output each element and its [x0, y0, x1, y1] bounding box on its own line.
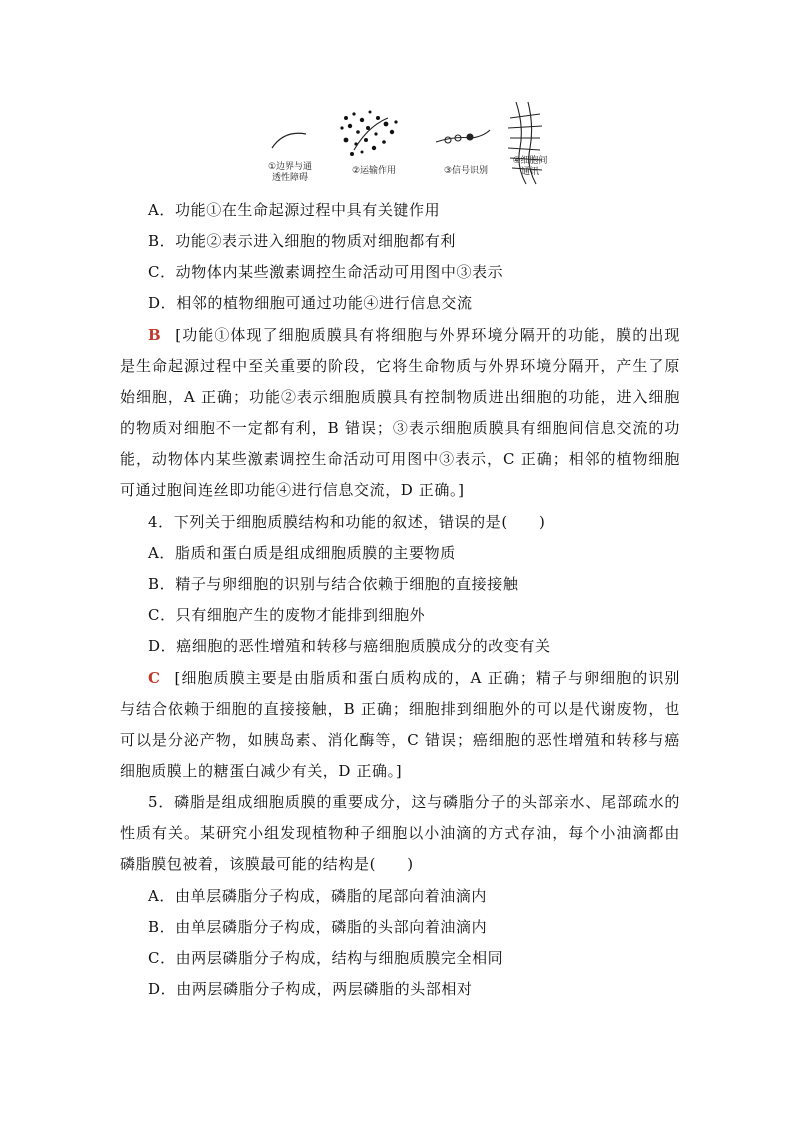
q4-explanation-block	[120, 663, 680, 787]
q3-answer: B	[148, 326, 162, 344]
q3-option-a: A．功能①在生命起源过程中具有关键作用	[148, 201, 441, 219]
q3-explanation-block	[120, 320, 680, 506]
q4-option-c: C．只有细胞产生的废物才能排到细胞外	[148, 606, 426, 624]
caption-2: ②运输作用	[351, 166, 397, 176]
q4-explanation: [细胞质膜主要是由脂质和蛋白质构成的，A 正确；精子与卵细胞的识别与结合依赖于细胞的直接接触，B 正确；细胞排到细胞外的可以是代谢废物，也可以是分泌产物，如胰岛素、消化酶等，C 错误；癌细胞的恶性增殖和转移与癌细胞质膜上的糖蛋白减少有关，D 正确。]	[120, 669, 680, 780]
q5-stem: 5．磷脂是组成细胞质膜的重要成分，这与磷脂分子的头部亲水、尾部疏水的性质有关。某研究小组发现植物种子细胞以小油滴的方式存油，每个小油滴都由磷脂膜包被着，该膜最可能的结构是( )	[120, 793, 680, 873]
q4-answer: C	[148, 669, 161, 687]
q5-option-b: B．由单层磷脂分子构成，磷脂的头部向着油滴内	[148, 918, 488, 936]
q3-option-b: B．功能②表示进入细胞的物质对细胞都有利	[148, 232, 457, 250]
q5-option-d: D．由两层磷脂分子构成，两层磷脂的头部相对	[148, 980, 473, 998]
q3-explanation: [功能①体现了细胞质膜具有将细胞与外界环境分隔开的功能，膜的出现是生命起源过程中至关重要的阶段，它将生命物质与外界环境分隔开，产生了原始细胞，A 正确；功能②表示细胞质膜具有控制物质进出细胞的功能，进入细胞的物质对细胞不一定都有利，B 错误；③表示细胞质膜具有细胞间信息交流的功能，动物体内某些激素调控生命活动可用图中③表示，C 正确；相邻的植物细胞可通过胞间连丝即功能④进行信息交流，D 正确。]	[120, 326, 680, 499]
caption-1-line1: ①边界与通	[267, 162, 313, 172]
caption-4	[506, 156, 554, 178]
q4-option-a: A．脂质和蛋白质是组成细胞质膜的主要物质	[148, 544, 456, 562]
caption-1-line2: 透性障碍	[271, 173, 308, 183]
caption-3: ③信号识别	[443, 166, 489, 176]
membrane-function-figure	[258, 96, 558, 188]
caption-4-line1: ④细胞间	[512, 156, 548, 166]
q3-option-d: D．相邻的植物细胞可通过功能④进行信息交流	[148, 294, 473, 312]
caption-1	[260, 162, 320, 184]
q3-option-c: C．动物体内某些激素调控生命活动可用图中③表示	[148, 263, 504, 281]
caption-4-line2: 通讯	[520, 167, 539, 177]
boundary-arc	[272, 133, 306, 148]
q4-option-b: B．精子与卵细胞的识别与结合依赖于细胞的直接接触	[148, 575, 519, 593]
q4-stem: 4．下列关于细胞质膜结构和功能的叙述，错误的是( )	[148, 513, 546, 531]
transport-membrane	[354, 118, 388, 150]
q5-option-c: C．由两层磷脂分子构成，结构与细胞质膜完全相同	[148, 949, 504, 967]
q4-option-d: D．癌细胞的恶性增殖和转移与癌细胞质膜成分的改变有关	[148, 637, 551, 655]
transport-dots	[340, 111, 397, 157]
signal-molecules	[436, 130, 490, 143]
q5-option-a: A．由单层磷脂分子构成，磷脂的尾部向着油滴内	[148, 887, 488, 905]
